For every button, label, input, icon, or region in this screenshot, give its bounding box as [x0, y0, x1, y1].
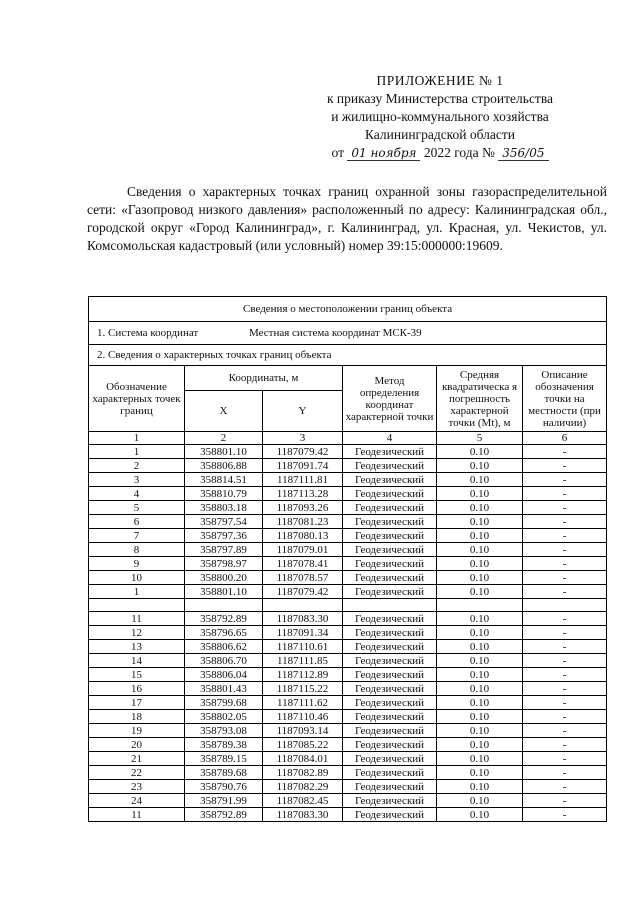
coordinate-system-row [89, 322, 607, 345]
point-id-cell: 8 [89, 543, 185, 557]
error-cell: 0.10 [437, 445, 523, 459]
error-cell: 0.10 [437, 682, 523, 696]
description-cell: - [523, 571, 607, 585]
method-cell: Геодезический [343, 794, 437, 808]
error-cell: 0.10 [437, 459, 523, 473]
error-cell: 0.10 [437, 640, 523, 654]
description-cell: - [523, 543, 607, 557]
appendix-date-line [300, 144, 580, 162]
point-id-cell: 17 [89, 696, 185, 710]
table-row [89, 668, 607, 682]
point-id-cell: 24 [89, 794, 185, 808]
method-cell: Геодезический [343, 766, 437, 780]
column-number: 3 [263, 432, 343, 445]
table-row [89, 752, 607, 766]
description-cell: - [523, 696, 607, 710]
point-id-cell: 6 [89, 515, 185, 529]
point-id-cell: 11 [89, 808, 185, 822]
table-row [89, 585, 607, 599]
error-cell: 0.10 [437, 668, 523, 682]
coord-x-cell: 358789.15 [185, 752, 263, 766]
coord-x-cell: 358806.62 [185, 640, 263, 654]
coord-y-cell: 1187113.28 [263, 487, 343, 501]
points-section-label: 2. Сведения о характерных точках границ объекта [89, 345, 607, 366]
point-id-cell: 19 [89, 724, 185, 738]
error-cell: 0.10 [437, 738, 523, 752]
column-number: 4 [343, 432, 437, 445]
table-row [89, 515, 607, 529]
method-cell: Геодезический [343, 612, 437, 626]
coord-y-cell: 1187078.41 [263, 557, 343, 571]
coord-x-cell: 358792.89 [185, 612, 263, 626]
coord-x-cell: 358806.70 [185, 654, 263, 668]
coord-x-cell: 358793.08 [185, 724, 263, 738]
method-cell: Геодезический [343, 515, 437, 529]
error-cell: 0.10 [437, 529, 523, 543]
error-cell: 0.10 [437, 515, 523, 529]
coord-x-cell: 358789.38 [185, 738, 263, 752]
method-cell: Геодезический [343, 543, 437, 557]
header-designation: Обозначение характерных точек границ [89, 366, 185, 432]
date-middle: 2022 года № [423, 145, 495, 160]
point-id-cell: 4 [89, 487, 185, 501]
table-row [89, 557, 607, 571]
description-cell: - [523, 445, 607, 459]
table-row [89, 808, 607, 822]
coord-y-cell: 1187078.57 [263, 571, 343, 585]
point-id-cell: 3 [89, 473, 185, 487]
table-row [89, 543, 607, 557]
coord-y-cell: 1187111.81 [263, 473, 343, 487]
description-cell: - [523, 529, 607, 543]
appendix-line-4: Калининградской области [364, 127, 516, 142]
error-cell: 0.10 [437, 780, 523, 794]
method-cell: Геодезический [343, 571, 437, 585]
coord-y-cell: 1187084.01 [263, 752, 343, 766]
description-cell: - [523, 738, 607, 752]
description-cell: - [523, 640, 607, 654]
point-id-cell: 22 [89, 766, 185, 780]
coord-y-cell: 1187111.85 [263, 654, 343, 668]
coord-y-cell: 1187082.89 [263, 766, 343, 780]
intro-paragraph [87, 183, 607, 255]
point-id-cell: 2 [89, 459, 185, 473]
point-id-cell: 7 [89, 529, 185, 543]
error-cell: 0.10 [437, 473, 523, 487]
table-row [89, 696, 607, 710]
coord-x-cell: 358801.10 [185, 445, 263, 459]
description-cell: - [523, 710, 607, 724]
description-cell: - [523, 724, 607, 738]
method-cell: Геодезический [343, 473, 437, 487]
description-cell: - [523, 668, 607, 682]
coord-y-cell: 1187080.13 [263, 529, 343, 543]
table-title: Сведения о местоположении границ объекта [89, 297, 607, 322]
coord-y-cell: 1187093.14 [263, 724, 343, 738]
coord-x-cell: 358810.79 [185, 487, 263, 501]
table-row [89, 626, 607, 640]
handwritten-number: 356/05 [498, 146, 548, 161]
method-cell: Геодезический [343, 808, 437, 822]
header-y: Y [263, 391, 343, 432]
coord-y-cell: 1187115.22 [263, 682, 343, 696]
table-row [89, 571, 607, 585]
method-cell: Геодезический [343, 724, 437, 738]
table-row [89, 459, 607, 473]
error-cell: 0.10 [437, 571, 523, 585]
header-coordinates: Координаты, м [185, 366, 343, 391]
group-spacer [89, 599, 607, 612]
point-id-cell: 14 [89, 654, 185, 668]
method-cell: Геодезический [343, 710, 437, 724]
method-cell: Геодезический [343, 585, 437, 599]
description-cell: - [523, 487, 607, 501]
coord-x-cell: 358792.89 [185, 808, 263, 822]
description-cell: - [523, 585, 607, 599]
error-cell: 0.10 [437, 626, 523, 640]
table-row [89, 724, 607, 738]
point-id-cell: 11 [89, 612, 185, 626]
coord-x-cell: 358797.89 [185, 543, 263, 557]
coord-x-cell: 358814.51 [185, 473, 263, 487]
table-row [89, 529, 607, 543]
description-cell: - [523, 752, 607, 766]
column-number: 6 [523, 432, 607, 445]
error-cell: 0.10 [437, 557, 523, 571]
error-cell: 0.10 [437, 696, 523, 710]
coord-y-cell: 1187085.22 [263, 738, 343, 752]
coord-x-cell: 358789.68 [185, 766, 263, 780]
header-method: Метод определения координат характерной точки [343, 366, 437, 432]
method-cell: Геодезический [343, 752, 437, 766]
coord-x-cell: 358801.43 [185, 682, 263, 696]
method-cell: Геодезический [343, 445, 437, 459]
points-group-1 [89, 445, 607, 599]
coord-y-cell: 1187079.42 [263, 585, 343, 599]
error-cell: 0.10 [437, 654, 523, 668]
table-row [89, 473, 607, 487]
method-cell: Геодезический [343, 626, 437, 640]
error-cell: 0.10 [437, 487, 523, 501]
method-cell: Геодезический [343, 696, 437, 710]
description-cell: - [523, 612, 607, 626]
header-x: X [185, 391, 263, 432]
coord-y-cell: 1187093.26 [263, 501, 343, 515]
point-id-cell: 20 [89, 738, 185, 752]
table-row [89, 710, 607, 724]
coord-y-cell: 1187079.01 [263, 543, 343, 557]
method-cell: Геодезический [343, 682, 437, 696]
column-number: 2 [185, 432, 263, 445]
appendix-line-2: к приказу Министерства строительства [326, 91, 554, 106]
description-cell: - [523, 473, 607, 487]
coord-x-cell: 358798.97 [185, 557, 263, 571]
point-id-cell: 5 [89, 501, 185, 515]
method-cell: Геодезический [343, 738, 437, 752]
spacer-row [89, 599, 607, 612]
description-cell: - [523, 515, 607, 529]
description-cell: - [523, 808, 607, 822]
error-cell: 0.10 [437, 724, 523, 738]
table-row [89, 612, 607, 626]
method-cell: Геодезический [343, 557, 437, 571]
appendix-title: ПРИЛОЖЕНИЕ № 1 [376, 73, 504, 88]
coord-x-cell: 358791.99 [185, 794, 263, 808]
point-id-cell: 1 [89, 445, 185, 459]
handwritten-date: 01 ноября [347, 146, 420, 161]
description-cell: - [523, 459, 607, 473]
coord-y-cell: 1187079.42 [263, 445, 343, 459]
point-id-cell: 23 [89, 780, 185, 794]
table-row [89, 445, 607, 459]
method-cell: Геодезический [343, 668, 437, 682]
method-cell: Геодезический [343, 501, 437, 515]
table-row [89, 640, 607, 654]
coordinate-system-label: 1. Система координат [97, 327, 199, 339]
point-id-cell: 21 [89, 752, 185, 766]
point-id-cell: 1 [89, 585, 185, 599]
error-cell: 0.10 [437, 794, 523, 808]
description-cell: - [523, 557, 607, 571]
point-id-cell: 12 [89, 626, 185, 640]
coord-x-cell: 358806.04 [185, 668, 263, 682]
column-numbers-row [89, 432, 607, 445]
table-row [89, 794, 607, 808]
coord-x-cell: 358806.88 [185, 459, 263, 473]
error-cell: 0.10 [437, 808, 523, 822]
coord-x-cell: 358803.18 [185, 501, 263, 515]
error-cell: 0.10 [437, 710, 523, 724]
method-cell: Геодезический [343, 654, 437, 668]
method-cell: Геодезический [343, 487, 437, 501]
appendix-header [300, 72, 580, 162]
header-error: Средняя квадратическа я погрешность характерной точки (Mt), м [437, 366, 523, 432]
coord-y-cell: 1187083.30 [263, 612, 343, 626]
column-number: 1 [89, 432, 185, 445]
coord-x-cell: 358801.10 [185, 585, 263, 599]
point-id-cell: 9 [89, 557, 185, 571]
table-row [89, 487, 607, 501]
coord-y-cell: 1187083.30 [263, 808, 343, 822]
description-cell: - [523, 780, 607, 794]
error-cell: 0.10 [437, 501, 523, 515]
coord-y-cell: 1187081.23 [263, 515, 343, 529]
method-cell: Геодезический [343, 459, 437, 473]
coord-x-cell: 358790.76 [185, 780, 263, 794]
points-group-2 [89, 612, 607, 822]
coord-y-cell: 1187111.62 [263, 696, 343, 710]
description-cell: - [523, 654, 607, 668]
intro-text: Сведения о характерных точках границ охранной зоны газораспределительной сети: «Газопровод низкого давления» расположенный по адресу: Калининградская обл., городской округ «Город Калининград», г. Калининград, ул. Красная, ул. Чекистов, ул. Комсомольская кадастровый (или условный) номер 39:15:000000:19609. [87, 184, 607, 253]
coord-x-cell: 358796.65 [185, 626, 263, 640]
point-id-cell: 16 [89, 682, 185, 696]
point-id-cell: 13 [89, 640, 185, 654]
table-row [89, 654, 607, 668]
appendix-line-3: и жилищно-коммунального хозяйства [331, 109, 549, 124]
coord-x-cell: 358800.20 [185, 571, 263, 585]
point-id-cell: 18 [89, 710, 185, 724]
coord-y-cell: 1187110.46 [263, 710, 343, 724]
coord-x-cell: 358797.36 [185, 529, 263, 543]
table-row [89, 766, 607, 780]
coord-y-cell: 1187112.89 [263, 668, 343, 682]
coordinate-system-value: Местная система координат МСК-39 [248, 327, 422, 339]
description-cell: - [523, 682, 607, 696]
method-cell: Геодезический [343, 780, 437, 794]
coord-y-cell: 1187110.61 [263, 640, 343, 654]
point-id-cell: 15 [89, 668, 185, 682]
error-cell: 0.10 [437, 612, 523, 626]
table-row [89, 682, 607, 696]
coord-x-cell: 358802.05 [185, 710, 263, 724]
error-cell: 0.10 [437, 752, 523, 766]
coord-y-cell: 1187082.29 [263, 780, 343, 794]
description-cell: - [523, 626, 607, 640]
column-number: 5 [437, 432, 523, 445]
date-prefix: от [331, 145, 344, 160]
error-cell: 0.10 [437, 585, 523, 599]
boundary-points-table [88, 296, 607, 822]
method-cell: Геодезический [343, 640, 437, 654]
coord-x-cell: 358799.68 [185, 696, 263, 710]
description-cell: - [523, 794, 607, 808]
point-id-cell: 10 [89, 571, 185, 585]
error-cell: 0.10 [437, 543, 523, 557]
table-row [89, 738, 607, 752]
description-cell: - [523, 766, 607, 780]
table-row [89, 501, 607, 515]
table-row [89, 780, 607, 794]
coord-x-cell: 358797.54 [185, 515, 263, 529]
coord-y-cell: 1187091.34 [263, 626, 343, 640]
coord-y-cell: 1187091.74 [263, 459, 343, 473]
coord-y-cell: 1187082.45 [263, 794, 343, 808]
method-cell: Геодезический [343, 529, 437, 543]
description-cell: - [523, 501, 607, 515]
error-cell: 0.10 [437, 766, 523, 780]
header-description: Описание обозначения точки на местности (при наличии) [523, 366, 607, 432]
